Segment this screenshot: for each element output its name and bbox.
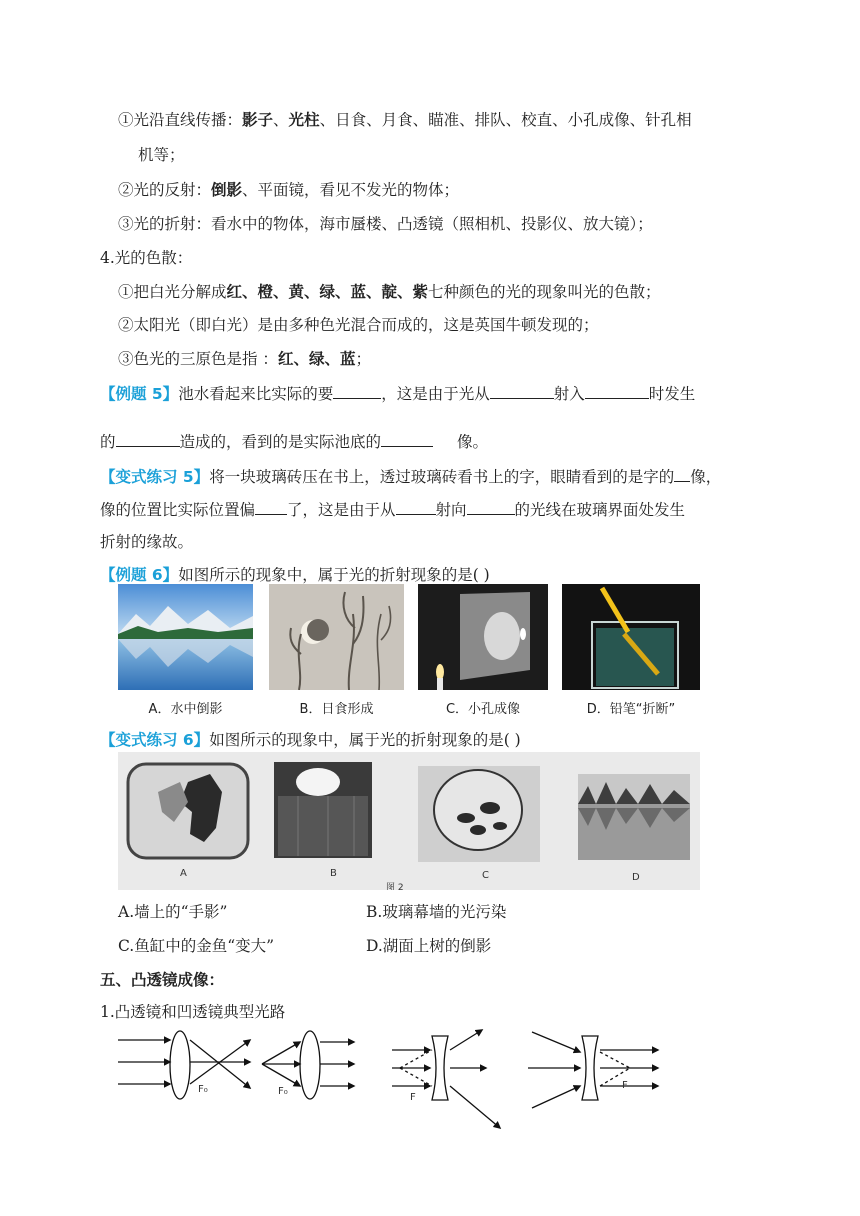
- convex-lens-converging-diagram: [118, 1031, 250, 1099]
- photo-glass-wall: [274, 762, 372, 858]
- ex5-blank-2[interactable]: [490, 381, 554, 399]
- photo-label-a: A: [180, 868, 187, 879]
- ex5-blank-5[interactable]: [381, 429, 433, 447]
- example-5-tag: 【例题 5】: [100, 385, 179, 404]
- text-line-2: [118, 178, 459, 200]
- focus-label-3: F: [410, 1092, 416, 1103]
- l4-prefix: ①把白光分解成: [118, 283, 227, 301]
- focus-label-1: F₀: [198, 1084, 208, 1095]
- caption-b: B．日食形成: [299, 702, 374, 717]
- l1-prefix: ①光沿直线传播：: [118, 111, 243, 129]
- variation-6-tag: 【变式练习 6】: [100, 731, 210, 749]
- h4-text: 4.光的色散：: [100, 249, 193, 267]
- text-line-1-cont: [138, 143, 185, 165]
- ex5-t7: 像。: [457, 433, 489, 452]
- example-5-line-2: [100, 429, 488, 452]
- l1-bold-lightbeam: 光柱: [288, 110, 320, 129]
- example-6-question: [100, 563, 490, 585]
- var5-t2: 像，: [690, 468, 722, 487]
- text-line-1: [118, 108, 692, 130]
- l5-text: ②太阳光（即白光）是由多种色光混合而成的，这是英国牛顿发现的；: [118, 316, 599, 334]
- l2-prefix: ②光的反射：: [118, 181, 212, 199]
- photo-pencil-in-water: [562, 584, 700, 690]
- var5-t6: 的光线在玻璃界面处发生: [514, 501, 686, 520]
- variation-5-line-3: [100, 530, 193, 552]
- text-line-3: [118, 212, 653, 234]
- l4-bold: 红、橙、黄、绿、蓝、靛、紫: [226, 282, 429, 301]
- photo-hand-shadow: [128, 764, 248, 858]
- photo-pinhole-imaging: [418, 584, 548, 690]
- variation-5-line-1: [100, 464, 721, 487]
- section-5-title: 五、凸透镜成像：: [100, 970, 225, 989]
- var5-t4: 了，这是由于从: [287, 501, 396, 520]
- example-6-tag: 【例题 6】: [100, 566, 179, 584]
- lens-ray-diagrams: [110, 1028, 670, 1138]
- l1-cont: 机等；: [138, 146, 185, 164]
- variation-6-question-text: 如图所示的现象中，属于光的折射现象的是( ): [209, 731, 521, 749]
- l1-bold-shadow: 影子: [242, 110, 274, 129]
- text-line-4: [118, 280, 661, 302]
- l6-rest: ；: [355, 350, 371, 368]
- concave-lens-parallel-diagram: [528, 1032, 658, 1108]
- variation-6-question: [100, 728, 521, 750]
- var5-t1: 将一块玻璃砖压在书上，透过玻璃砖看书上的字，眼睛看到的是字的: [209, 468, 675, 487]
- example-6-question-text: 如图所示的现象中，属于光的折射现象的是( ): [178, 566, 490, 584]
- text-line-5: [118, 313, 599, 335]
- section-5-subtitle: 1.凸透镜和凹透镜典型光路: [100, 1003, 286, 1021]
- var5-blank-4[interactable]: [467, 497, 515, 515]
- variation-5-line-2: [100, 497, 685, 520]
- variation-6-figure: [118, 752, 700, 890]
- l2-bold: 倒影: [211, 180, 243, 199]
- ex5-t2: ，这是由于光从: [381, 385, 490, 404]
- l6-prefix: ③色光的三原色是指 ：: [118, 350, 278, 368]
- photo-label-d: D: [632, 872, 640, 883]
- option-c: C.鱼缸中的金鱼“变大”: [118, 937, 275, 955]
- var5-blank-3[interactable]: [396, 497, 436, 515]
- photo-solar-eclipse: [269, 584, 404, 690]
- l1-sep: 、: [273, 111, 289, 129]
- ex5-t1: 池水看起来比实际的要: [178, 385, 334, 404]
- var5-t3: 像的位置比实际位置偏: [100, 501, 256, 520]
- option-b: B.玻璃幕墙的光污染: [366, 903, 507, 921]
- concave-lens-diverging-diagram: [392, 1030, 500, 1128]
- l4-rest: 七种颜色的光的现象叫光的色散；: [428, 283, 661, 301]
- option-d: D.湖面上树的倒影: [366, 937, 492, 955]
- convex-lens-parallel-diagram: [262, 1031, 354, 1099]
- ex5-t6: 造成的，看到的是实际池底的: [179, 433, 382, 452]
- ex5-t4: 时发生: [648, 385, 696, 404]
- caption-a: A．水中倒影: [148, 702, 223, 717]
- photo-label-b: B: [330, 868, 337, 879]
- heading-dispersion: [100, 246, 192, 268]
- var5-blank-2[interactable]: [255, 497, 287, 515]
- ex5-blank-3[interactable]: [585, 381, 649, 399]
- var5-blank-1[interactable]: [674, 464, 690, 482]
- l6-bold: 红、绿、蓝: [277, 349, 356, 368]
- variation-5-tag: 【变式练习 5】: [100, 468, 210, 487]
- ex5-t3: 射入: [553, 385, 585, 404]
- ex5-t5: 的: [100, 433, 116, 452]
- option-a: A.墙上的“手影”: [118, 903, 228, 921]
- ex5-blank-1[interactable]: [333, 381, 381, 399]
- l1-rest: 、日食、月食、瞄准、排队、校直、小孔成像、针孔相: [319, 111, 692, 129]
- ex5-blank-4[interactable]: [116, 429, 180, 447]
- caption-c: C．小孔成像: [445, 702, 521, 717]
- text-line-6: [118, 347, 371, 369]
- var5-t7: 折射的缘故。: [100, 533, 194, 551]
- caption-d: D．铅笔“折断”: [586, 702, 676, 717]
- photo-water-reflection: [118, 584, 253, 690]
- l3-text: ③光的折射：看水中的物体，海市蜃楼、凸透镜（照相机、投影仪、放大镜）；: [118, 215, 653, 233]
- photo-lake-reflection: [578, 774, 690, 860]
- focus-label-2: F₀: [278, 1086, 288, 1097]
- figure-label: 图 2: [386, 883, 404, 890]
- var5-t5: 射向: [435, 501, 467, 520]
- l2-rest: 、平面镜，看见不发光的物体；: [242, 181, 460, 199]
- focus-label-4: F: [622, 1080, 628, 1091]
- photo-label-c: C: [482, 870, 489, 881]
- photo-fish-bowl: [418, 766, 540, 862]
- example-5-line-1: [100, 381, 695, 404]
